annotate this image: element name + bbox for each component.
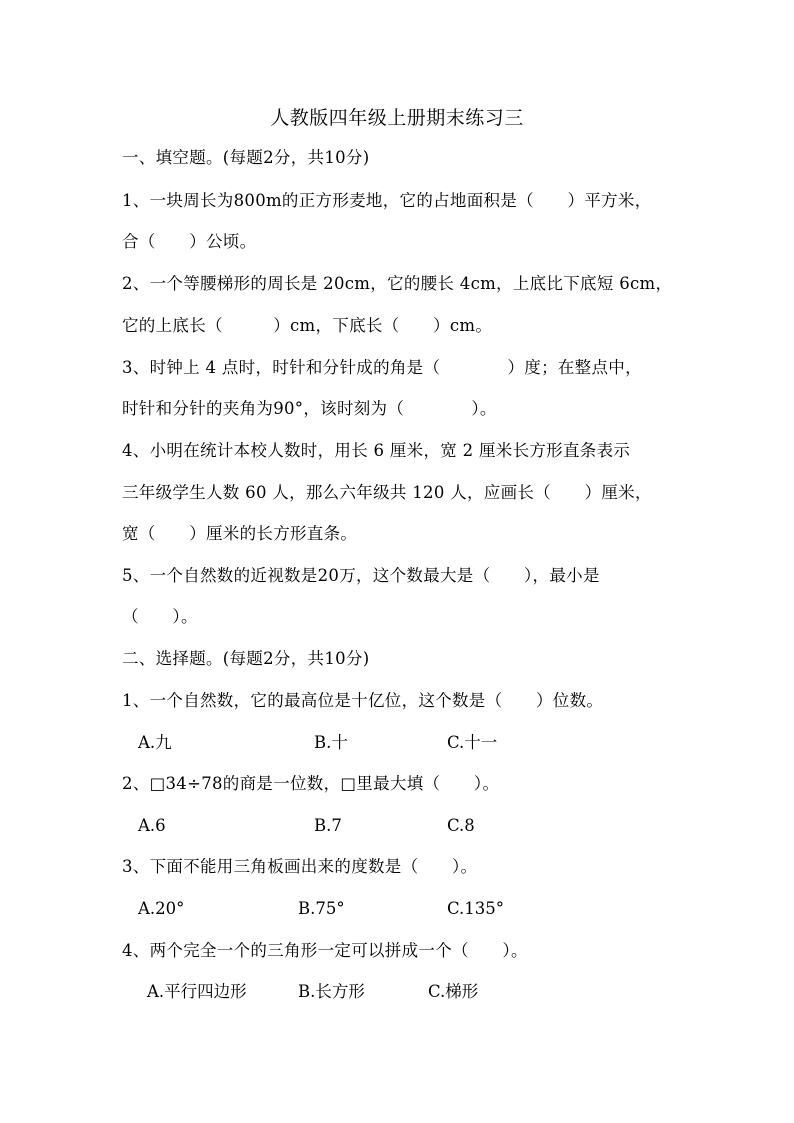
section-heading-fill-in: 一、填空题。(每题2分，共10分) (122, 148, 370, 167)
q2-2-option-a: A.6 (138, 816, 166, 835)
q2-3-text: 3、下面不能用三角板画出来的度数是（ ）。 (122, 857, 478, 876)
q2-3-option-a: A.20° (138, 899, 185, 918)
q2-4-option-a: A.平行四边形 (147, 982, 247, 1001)
q1-3-line-2: 时针和分针的夹角为90°，该时刻为（ ）。 (122, 399, 497, 418)
q2-4-option-c: C.梯形 (428, 982, 479, 1001)
q2-4-option-b: B.长方形 (298, 982, 365, 1001)
q1-2-line-1: 2、一个等腰梯形的周长是 20cm，它的腰长 4cm，上底比下底短 6cm， (122, 274, 673, 293)
section-heading-choice: 二、选择题。(每题2分，共10分) (122, 649, 370, 668)
q2-1-text: 1、一个自然数，它的最高位是十亿位，这个数是（ ）位数。 (122, 691, 604, 710)
q1-1-line-2: 合（ ）公顷。 (122, 232, 257, 251)
q1-5-line-1: 5、一个自然数的近视数是20万，这个数最大是（ ），最小是 (122, 566, 600, 585)
q2-1-option-b: B.十 (314, 733, 348, 752)
q2-4-text: 4、两个完全一个的三角形一定可以拼成一个（ ）。 (122, 941, 528, 960)
q1-1-line-1: 1、一块周长为800m的正方形麦地，它的占地面积是（ ）平方米， (122, 191, 652, 210)
q1-4-line-1: 4、小明在统计本校人数时，用长 6 厘米，宽 2 厘米长方形直条表示 (122, 441, 631, 460)
q1-4-line-3: 宽（ ）厘米的长方形直条。 (122, 524, 358, 543)
q2-3-option-b: B.75° (298, 899, 345, 918)
q2-2-option-b: B.7 (314, 816, 342, 835)
q1-4-line-2: 三年级学生人数 60 人，那么六年级共 120 人，应画长（ ）厘米， (122, 483, 652, 502)
q1-5-line-2: （ ）。 (122, 607, 198, 626)
q2-1-option-c: C.十一 (447, 733, 498, 752)
q2-2-text: 2、□34÷78的商是一位数，□里最大填（ ）。 (122, 774, 500, 793)
q2-2-option-c: C.8 (447, 816, 475, 835)
q2-1-option-a: A.九 (138, 733, 172, 752)
page-title: 人教版四年级上册期末练习三 (270, 107, 524, 129)
q2-3-option-c: C.135° (447, 899, 505, 918)
q1-2-line-2: 它的上底长（ ）cm，下底长（ ）cm。 (122, 316, 493, 335)
q1-3-line-1: 3、时钟上 4 点时，时针和分针成的角是（ ）度；在整点中， (122, 358, 642, 377)
